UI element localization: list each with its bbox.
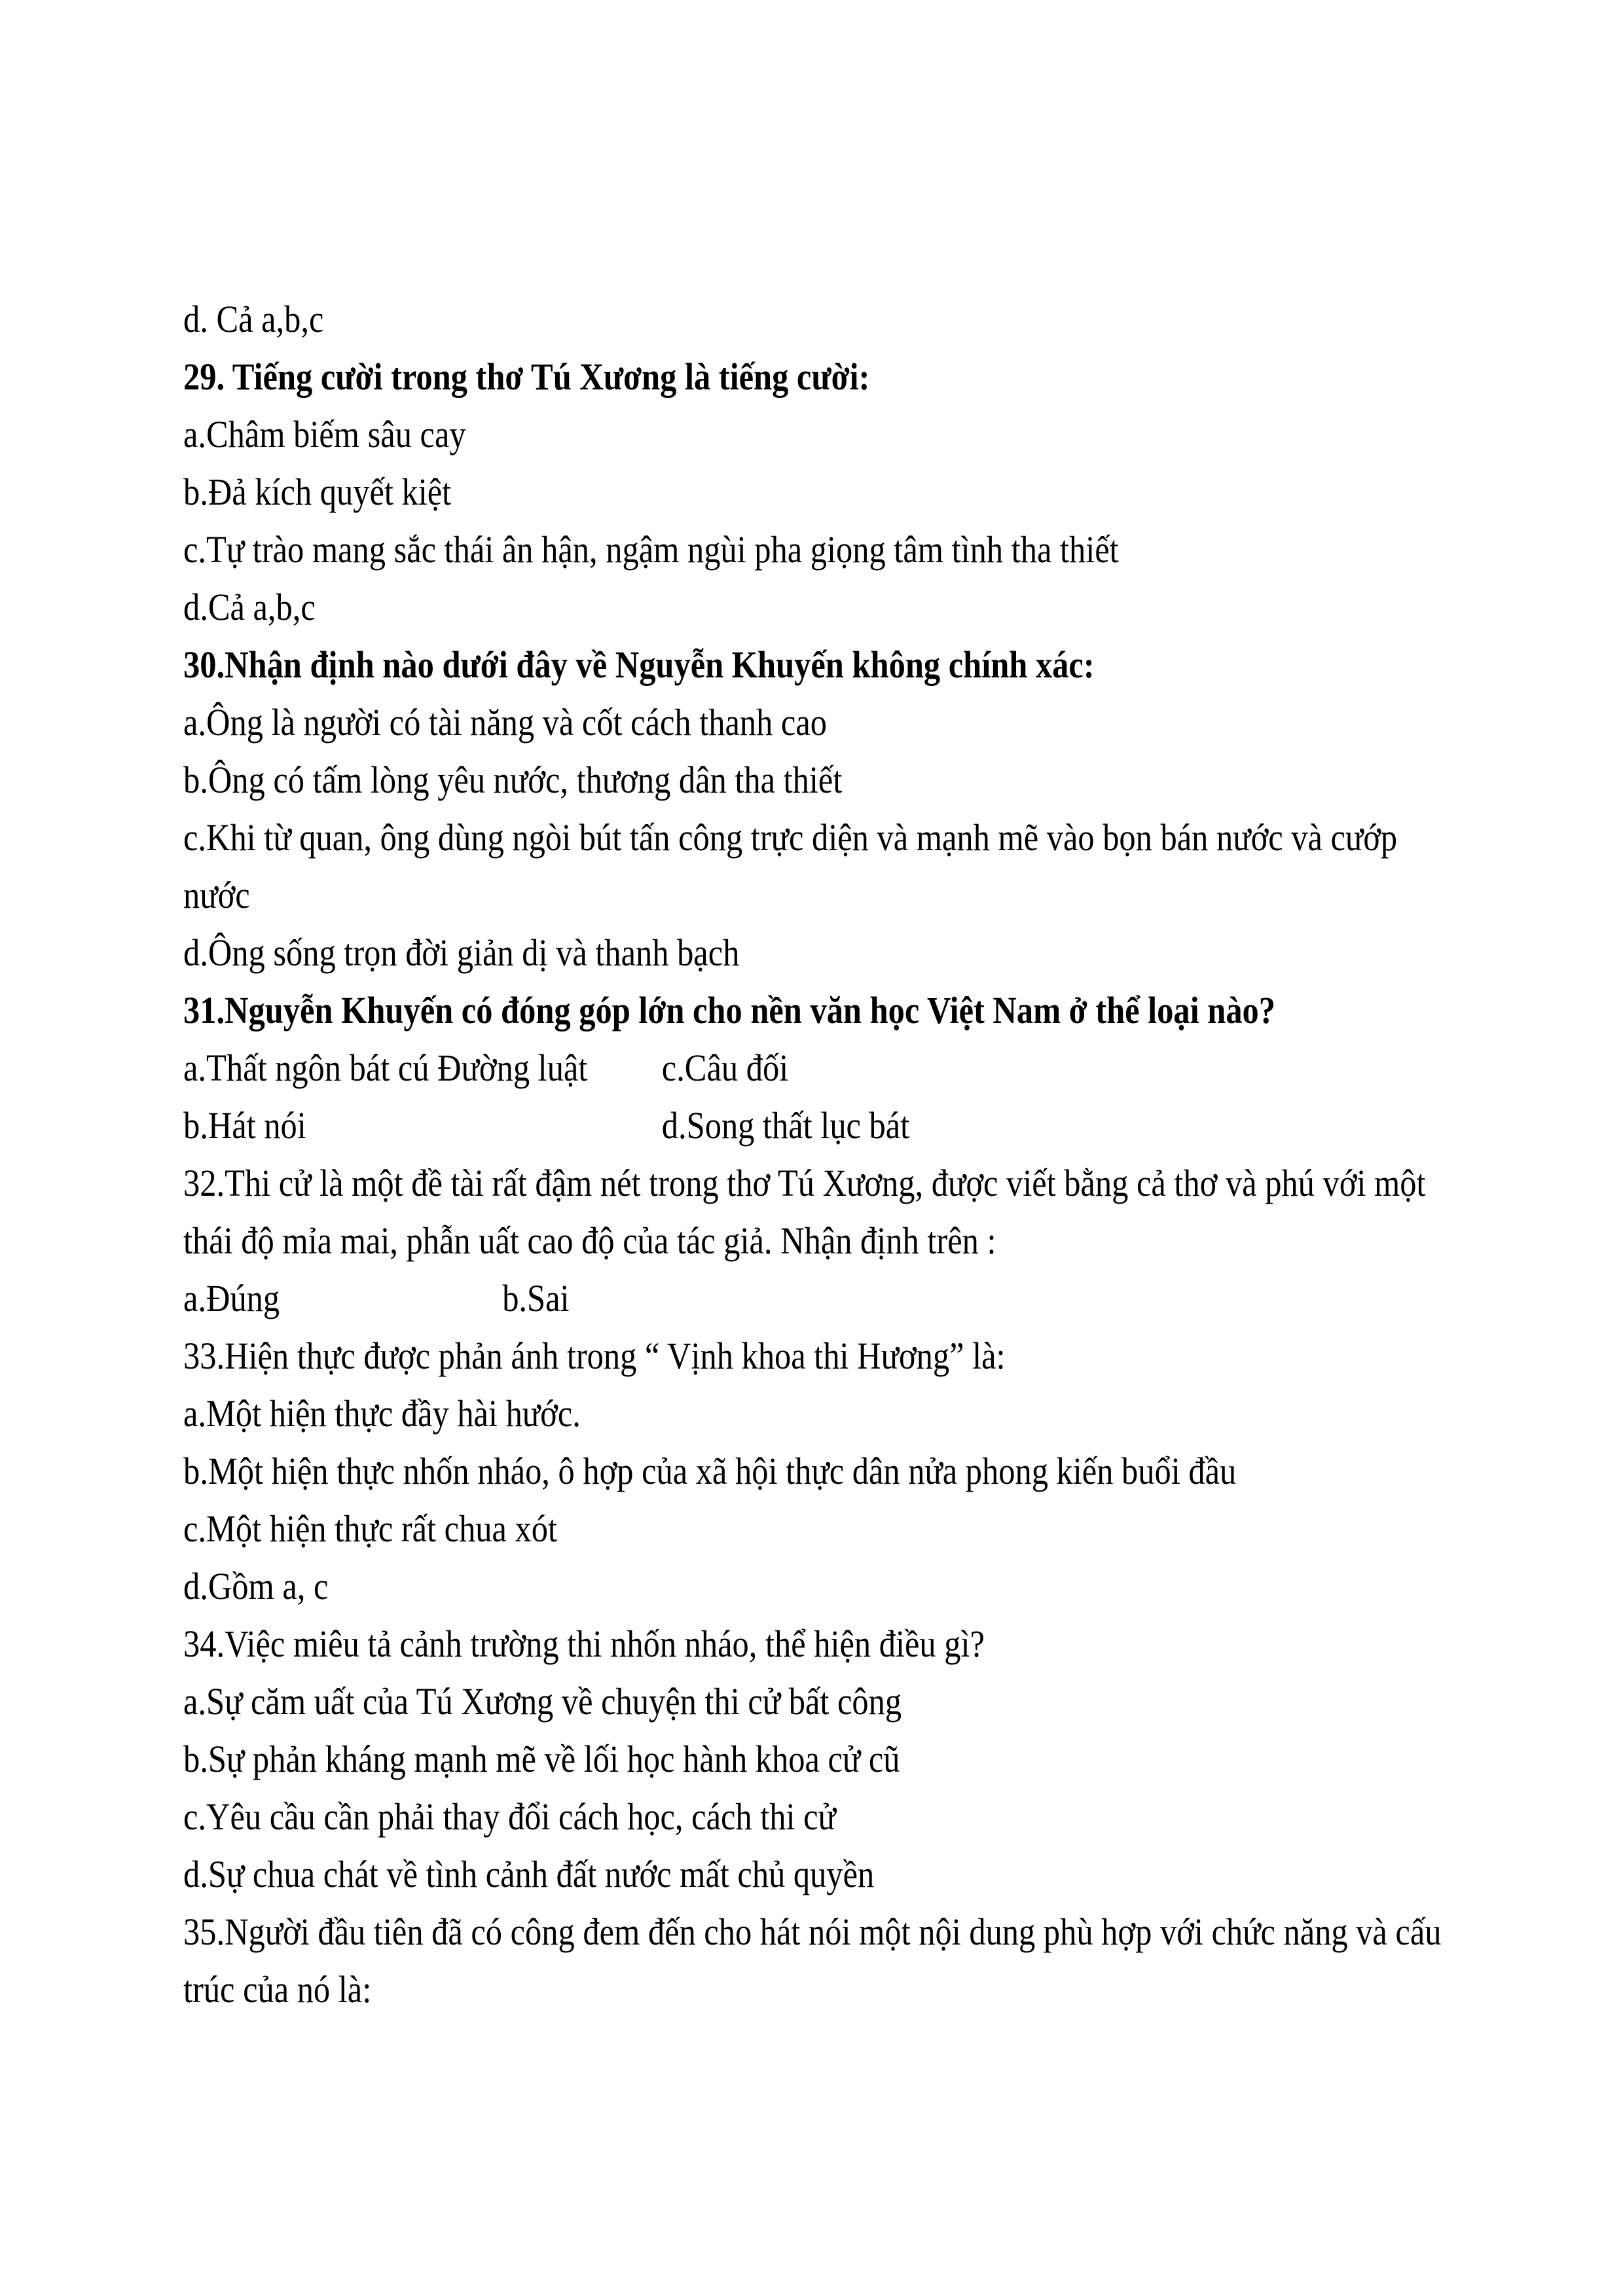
question-line (183, 636, 1493, 694)
answer-option-text: b.Sự phản kháng mạnh mẽ về lối học hành khoa cử cũ (183, 1738, 900, 1780)
answer-option (183, 751, 1493, 809)
answer-option-row (183, 1039, 1493, 1097)
answer-option-text: a.Ông là người có tài năng và cốt cách thanh cao (183, 701, 827, 744)
answer-option-text: c.Một hiện thực rất chua xót (183, 1507, 558, 1550)
answer-option (183, 1500, 1493, 1558)
answer-option (183, 291, 1493, 348)
question-line (183, 1327, 1493, 1385)
answer-option-text: c.Khi từ quan, ông dùng ngòi bút tấn công trực diện và mạnh mẽ vào bọn bán nước và cướp (183, 816, 1398, 859)
question-line (183, 982, 1493, 1039)
answer-option-text: d.Sự chua chát về tình cảnh đất nước mất chủ quyền (183, 1853, 875, 1895)
answer-option (183, 924, 1493, 982)
answer-option-row (183, 1097, 1493, 1155)
answer-option-text: d. Cả a,b,c (183, 298, 324, 340)
answer-option: a.Thất ngôn bát cú Đường luật (183, 1047, 588, 1089)
answer-option: d.Song thất lục bát (661, 1104, 910, 1147)
answer-option-text: b.Đả kích quyết kiệt (183, 471, 452, 513)
continuation-line (183, 1961, 1493, 2018)
answer-option-text: c.Tự trào mang sắc thái ân hận, ngậm ngùi pha giọng tâm tình tha thiết (183, 528, 1119, 571)
answer-option (183, 463, 1493, 521)
answer-option: b.Hát nói (183, 1104, 306, 1147)
quiz-text-block (183, 291, 1493, 2018)
answer-option-text: b.Ông có tấm lòng yêu nước, thương dân tha thiết (183, 759, 843, 801)
answer-option (183, 1731, 1493, 1788)
answer-option-text: a.Sự căm uất của Tú Xương về chuyện thi cử bất công (183, 1680, 902, 1723)
question-line (183, 1615, 1493, 1673)
answer-option: b.Sai (502, 1277, 570, 1319)
answer-option (183, 579, 1493, 636)
question-line-text: 31.Nguyễn Khuyến có đóng góp lớn cho nền văn học Việt Nam ở thể loại nào? (183, 989, 1276, 1031)
answer-option (183, 1846, 1493, 1903)
answer-option: c.Câu đối (661, 1047, 789, 1089)
question-line-text: 32.Thi cử là một đề tài rất đậm nét trong thơ Tú Xương, được viết bằng cả thơ và phú với một (183, 1162, 1426, 1204)
question-line-text: 33.Hiện thực được phản ánh trong “ Vịnh khoa thi Hương” là: (183, 1335, 1006, 1377)
answer-option-text: b.Một hiện thực nhốn nháo, ô hợp của xã hội thực dân nửa phong kiến buổi đầu (183, 1450, 1237, 1492)
answer-option-row (183, 1270, 1493, 1327)
continuation-line (183, 867, 1493, 924)
question-line-text: 29. Tiếng cười trong thơ Tú Xương là tiếng cười: (183, 355, 870, 398)
answer-option (183, 1673, 1493, 1731)
continuation-line-text: nước (183, 874, 250, 916)
question-line (183, 348, 1493, 406)
answer-option (183, 406, 1493, 463)
answer-option-text: a.Châm biếm sâu cay (183, 413, 466, 456)
answer-option-text: d.Ông sống trọn đời giản dị và thanh bạch (183, 931, 740, 974)
question-line (183, 1903, 1493, 1961)
question-line (183, 1155, 1493, 1212)
continuation-line-text: trúc của nó là: (183, 1968, 372, 2011)
continuation-line (183, 1212, 1493, 1270)
answer-option (183, 1385, 1493, 1443)
continuation-line-text: thái độ mỉa mai, phẫn uất cao độ của tác giả. Nhận định trên : (183, 1219, 996, 1262)
answer-option (183, 1788, 1493, 1846)
question-line-text: 34.Việc miêu tả cảnh trường thi nhốn nháo, thể hiện điều gì? (183, 1623, 985, 1665)
answer-option-text: a.Một hiện thực đầy hài hước. (183, 1392, 581, 1435)
question-line-text: 30.Nhận định nào dưới đây về Nguyễn Khuyến không chính xác: (183, 643, 1095, 686)
answer-option (183, 809, 1493, 867)
answer-option (183, 1558, 1493, 1615)
answer-option-text: c.Yêu cầu cần phải thay đổi cách học, cách thi cử (183, 1795, 836, 1838)
answer-option (183, 521, 1493, 579)
answer-option-text: d.Gồm a, c (183, 1565, 329, 1607)
question-line-text: 35.Người đầu tiên đã có công đem đến cho hát nói một nội dung phù hợp với chức năng và cấu (183, 1910, 1442, 1953)
answer-option: a.Đúng (183, 1277, 280, 1319)
answer-option (183, 694, 1493, 751)
answer-option (183, 1443, 1493, 1500)
answer-option-text: d.Cả a,b,c (183, 586, 316, 628)
